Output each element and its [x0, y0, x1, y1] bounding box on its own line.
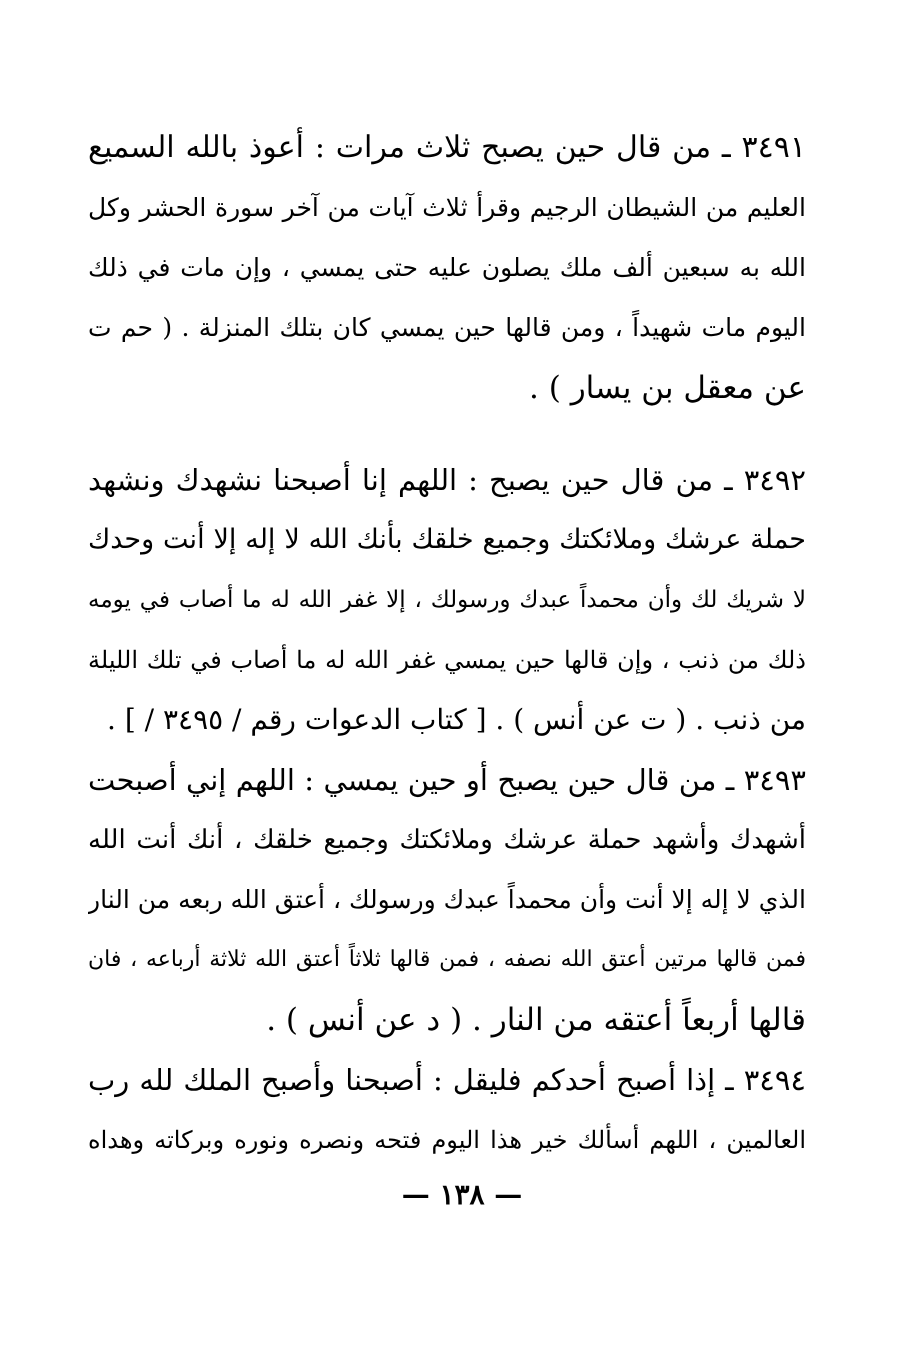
text-line: حملة عرشك وملائكتك وجميع خلقك بأنك الله لا إله إلا أنت وحدك [88, 524, 806, 555]
text-line: لا شريك لك وأن محمداً عبدك ورسولك ، إلا غفر الله له ما أصاب في يومه [88, 587, 806, 613]
hadith-3492 [88, 450, 806, 750]
text-line: عن معقل بن يسار ) . [529, 370, 806, 406]
hadith-3494 [88, 1050, 806, 1170]
text-line: الله به سبعين ألف ملك يصلون عليه حتى يمسي ، وإن مات في ذلك [88, 253, 806, 282]
page-body [88, 118, 806, 1170]
text-line: العليم من الشيطان الرجيم وقرأ ثلاث آيات من آخر سورة الحشر وكل [88, 193, 806, 222]
text-line: اليوم مات شهيداً ، ومن قالها حين يمسي كان بتلك المنزلة . ( حم ت [88, 313, 806, 342]
text-line: ٣٤٩١ ـ من قال حين يصبح ثلاث مرات : أعوذ بالله السميع [88, 130, 806, 165]
text-line: ٣٤٩٤ ـ إذا أصبح أحدكم فليقل : أصبحنا وأصبح الملك لله رب [88, 1063, 806, 1097]
text-line: العالمين ، اللهم أسألك خير هذا اليوم فتحه ونصره ونوره وبركاته وهداه [88, 1126, 806, 1154]
text-line: ذلك من ذنب ، وإن قالها حين يمسي غفر الله له ما أصاب في تلك الليلة [88, 646, 806, 674]
text-line: ٣٤٩٣ ـ من قال حين يصبح أو حين يمسي : اللهم إني أصبحت [88, 763, 806, 797]
text-line: أشهدك وأشهد حملة عرشك وملائكتك وجميع خلقك ، أنك أنت الله [88, 825, 806, 855]
hadith-3493 [88, 750, 806, 1050]
text-line: ٣٤٩٢ ـ من قال حين يصبح : اللهم إنا أصبحنا نشهدك ونشهد [88, 463, 806, 497]
paragraph-gap [88, 418, 806, 450]
text-line: من ذنب . ( ت عن أنس ) . [ كتاب الدعوات رقم / ٣٤٩٥ / ] . [107, 703, 806, 736]
page-number: — ١٣٨ — [401, 1178, 523, 1211]
text-line: الذي لا إله إلا أنت وأن محمداً عبدك ورسولك ، أعتق الله ربعه من النار [88, 885, 806, 914]
hadith-3491 [88, 118, 806, 418]
text-line: فمن قالها مرتين أعتق الله نصفه ، فمن قالها ثلاثاً أعتق الله ثلاثة أرباعه ، فان [88, 947, 806, 972]
text-line: قالها أربعاً أعتقه من النار . ( د عن أنس ) . [266, 1002, 806, 1038]
